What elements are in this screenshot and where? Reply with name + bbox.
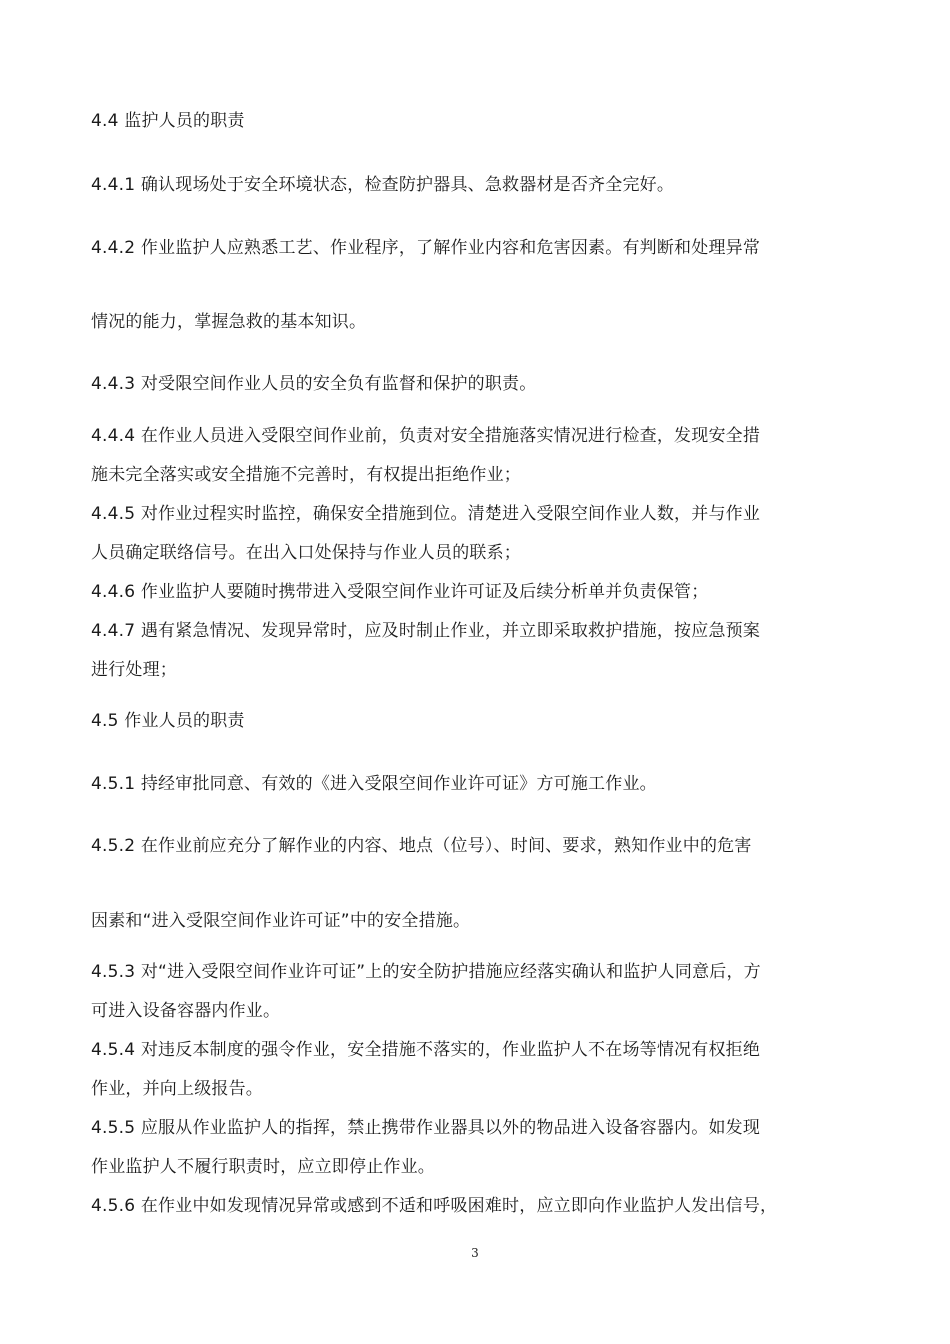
clause-4-4-2: 4.4.2 作业监护人应熟悉工艺、作业程序，了解作业内容和危害因素。有判断和处理异常 bbox=[91, 238, 761, 258]
section-heading-4-4: 4.4 监护人员的职责 bbox=[91, 111, 245, 131]
clause-4-5-4-continued: 作业，并向上级报告。 bbox=[91, 1079, 263, 1099]
clause-4-5-4: 4.5.4 对违反本制度的强令作业，安全措施不落实的，作业监护人不在场等情况有权拒绝 bbox=[91, 1040, 761, 1060]
clause-4-5-5: 4.5.5 应服从作业监护人的指挥，禁止携带作业器具以外的物品进入设备容器内。如发现 bbox=[91, 1118, 761, 1138]
clause-4-5-3: 4.5.3 对“进入受限空间作业许可证”上的安全防护措施应经落实确认和监护人同意后，方 bbox=[91, 962, 761, 982]
clause-4-4-6: 4.4.6 作业监护人要随时携带进入受限空间作业许可证及后续分析单并负责保管； bbox=[91, 582, 709, 602]
clause-4-4-7-continued: 进行处理； bbox=[91, 660, 177, 680]
clause-4-5-5-continued: 作业监护人不履行职责时，应立即停止作业。 bbox=[91, 1157, 435, 1177]
clause-4-4-4-continued: 施未完全落实或安全措施不完善时，有权提出拒绝作业； bbox=[91, 465, 521, 485]
clause-4-5-2: 4.5.2 在作业前应充分了解作业的内容、地点（位号）、时间、要求，熟知作业中的危害 bbox=[91, 836, 752, 856]
clause-4-4-5-continued: 人员确定联络信号。在出入口处保持与作业人员的联系； bbox=[91, 543, 521, 563]
clause-4-4-1: 4.4.1 确认现场处于安全环境状态，检查防护器具、急救器材是否齐全完好。 bbox=[91, 175, 675, 195]
clause-4-4-5: 4.4.5 对作业过程实时监控，确保安全措施到位。清楚进入受限空间作业人数，并与作业 bbox=[91, 504, 761, 524]
clause-4-5-3-continued: 可进入设备容器内作业。 bbox=[91, 1001, 281, 1021]
clause-4-4-4: 4.4.4 在作业人员进入受限空间作业前，负责对安全措施落实情况进行检查，发现安全措 bbox=[91, 426, 761, 446]
clause-4-4-3: 4.4.3 对受限空间作业人员的安全负有监督和保护的职责。 bbox=[91, 374, 537, 394]
clause-4-5-6: 4.5.6 在作业中如发现情况异常或感到不适和呼吸困难时，应立即向作业监护人发出信号， bbox=[91, 1196, 778, 1216]
clause-4-5-1: 4.5.1 持经审批同意、有效的《进入受限空间作业许可证》方可施工作业。 bbox=[91, 774, 657, 794]
clause-4-4-2-continued: 情况的能力，掌握急救的基本知识。 bbox=[91, 312, 367, 332]
clause-4-4-7: 4.4.7 遇有紧急情况、发现异常时，应及时制止作业，并立即采取救护措施，按应急预案 bbox=[91, 621, 761, 641]
clause-4-5-2-continued: 因素和“进入受限空间作业许可证”中的安全措施。 bbox=[91, 911, 471, 931]
page-number: 3 bbox=[471, 1246, 479, 1260]
section-heading-4-5: 4.5 作业人员的职责 bbox=[91, 711, 245, 731]
